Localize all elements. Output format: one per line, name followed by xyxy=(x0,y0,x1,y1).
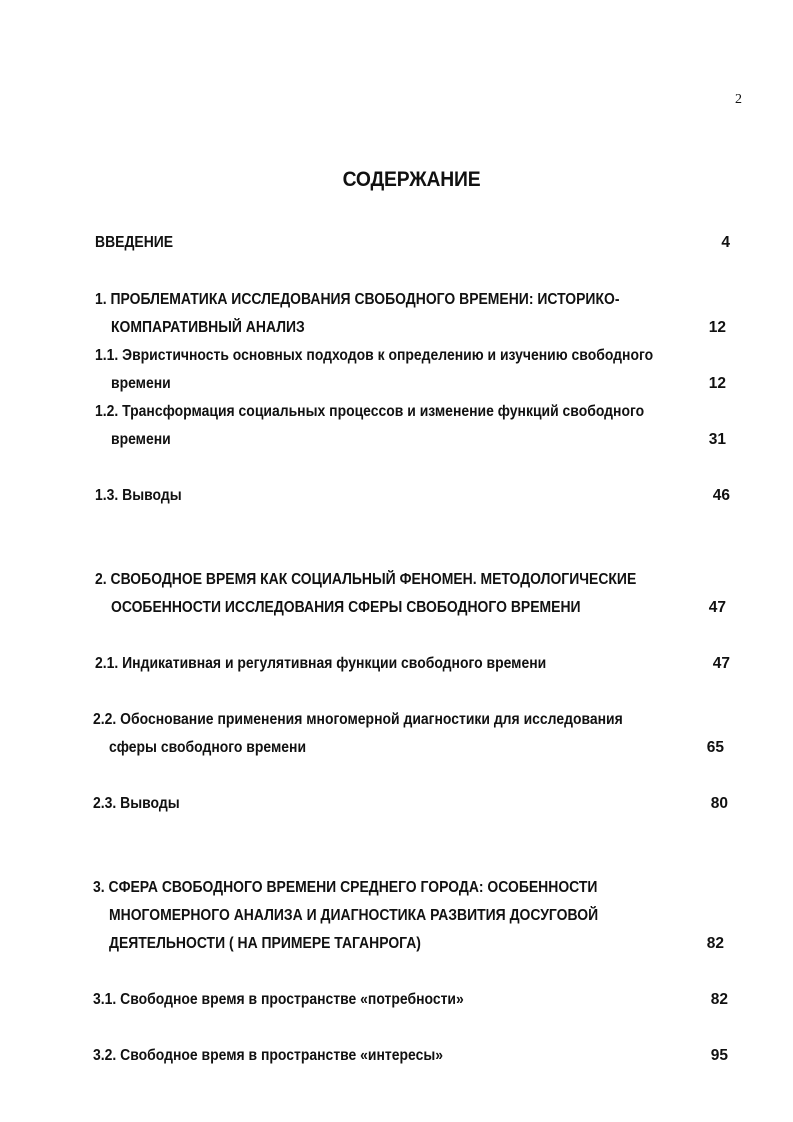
toc-entry-chapter-2-cont: ОСОБЕННОСТИ ИССЛЕДОВАНИЯ СФЕРЫ СВОБОДНОГО ВРЕМЕНИ xyxy=(111,599,581,616)
toc-page-number: 31 xyxy=(708,431,726,448)
toc-entry-section-3-2: 3.2. Свободное время в пространстве «интересы» xyxy=(93,1047,444,1064)
toc-entry-chapter-1-cont: КОМПАРАТИВНЫЙ АНАЛИЗ xyxy=(111,319,305,336)
page-number: 2 xyxy=(735,92,742,107)
page-title: СОДЕРЖАНИЕ xyxy=(342,168,481,191)
toc-page-number: 95 xyxy=(710,1047,728,1064)
toc-entry-introduction: ВВЕДЕНИЕ xyxy=(95,234,174,251)
toc-entry-chapter-3-cont: МНОГОМЕРНОГО АНАЛИЗА И ДИАГНОСТИКА РАЗВИТИЯ ДОСУГОВОЙ xyxy=(109,907,599,924)
toc-page-number: 82 xyxy=(706,935,724,952)
toc-entry-chapter-1: 1. ПРОБЛЕМАТИКА ИССЛЕДОВАНИЯ СВОБОДНОГО ВРЕМЕНИ: ИСТОРИКО- xyxy=(95,291,620,308)
toc-page-number: 47 xyxy=(712,655,730,672)
toc-entry-section-2-2-cont: сферы свободного времени xyxy=(109,739,307,756)
toc-entry-section-1-1: 1.1. Эвристичность основных подходов к определению и изучению свободного xyxy=(95,347,654,364)
toc-entry-section-3-1: 3.1. Свободное время в пространстве «потребности» xyxy=(93,991,464,1008)
toc-page-number: 65 xyxy=(706,739,724,756)
toc-entry-section-2-3: 2.3. Выводы xyxy=(93,795,180,812)
toc-entry-section-2-2: 2.2. Обоснование применения многомерной диагностики для исследования xyxy=(93,711,623,728)
toc-page-number: 12 xyxy=(708,375,726,392)
toc-page-number: 80 xyxy=(710,795,728,812)
toc-page-number: 12 xyxy=(708,319,726,336)
toc-entry-section-1-2: 1.2. Трансформация социальных процессов и изменение функций свободного xyxy=(95,403,645,420)
toc-entry-section-1-3: 1.3. Выводы xyxy=(95,487,182,504)
toc-page-number: 46 xyxy=(712,487,730,504)
toc-entry-chapter-2: 2. СВОБОДНОЕ ВРЕМЯ КАК СОЦИАЛЬНЫЙ ФЕНОМЕН. МЕТОДОЛОГИЧЕСКИЕ xyxy=(95,571,637,588)
toc-entry-chapter-3: 3. СФЕРА СВОБОДНОГО ВРЕМЕНИ СРЕДНЕГО ГОРОДА: ОСОБЕННОСТИ xyxy=(93,879,598,896)
toc-page-number: 4 xyxy=(721,234,730,251)
toc-page-number: 82 xyxy=(710,991,728,1008)
toc-entry-section-2-1: 2.1. Индикативная и регулятивная функции свободного времени xyxy=(95,655,547,672)
toc-entry-chapter-3-cont-2: ДЕЯТЕЛЬНОСТИ ( НА ПРИМЕРЕ ТАГАНРОГА) xyxy=(109,935,421,952)
toc-entry-section-1-2-cont: времени xyxy=(111,431,171,448)
toc-page-number: 47 xyxy=(708,599,726,616)
toc-entry-section-1-1-cont: времени xyxy=(111,375,171,392)
